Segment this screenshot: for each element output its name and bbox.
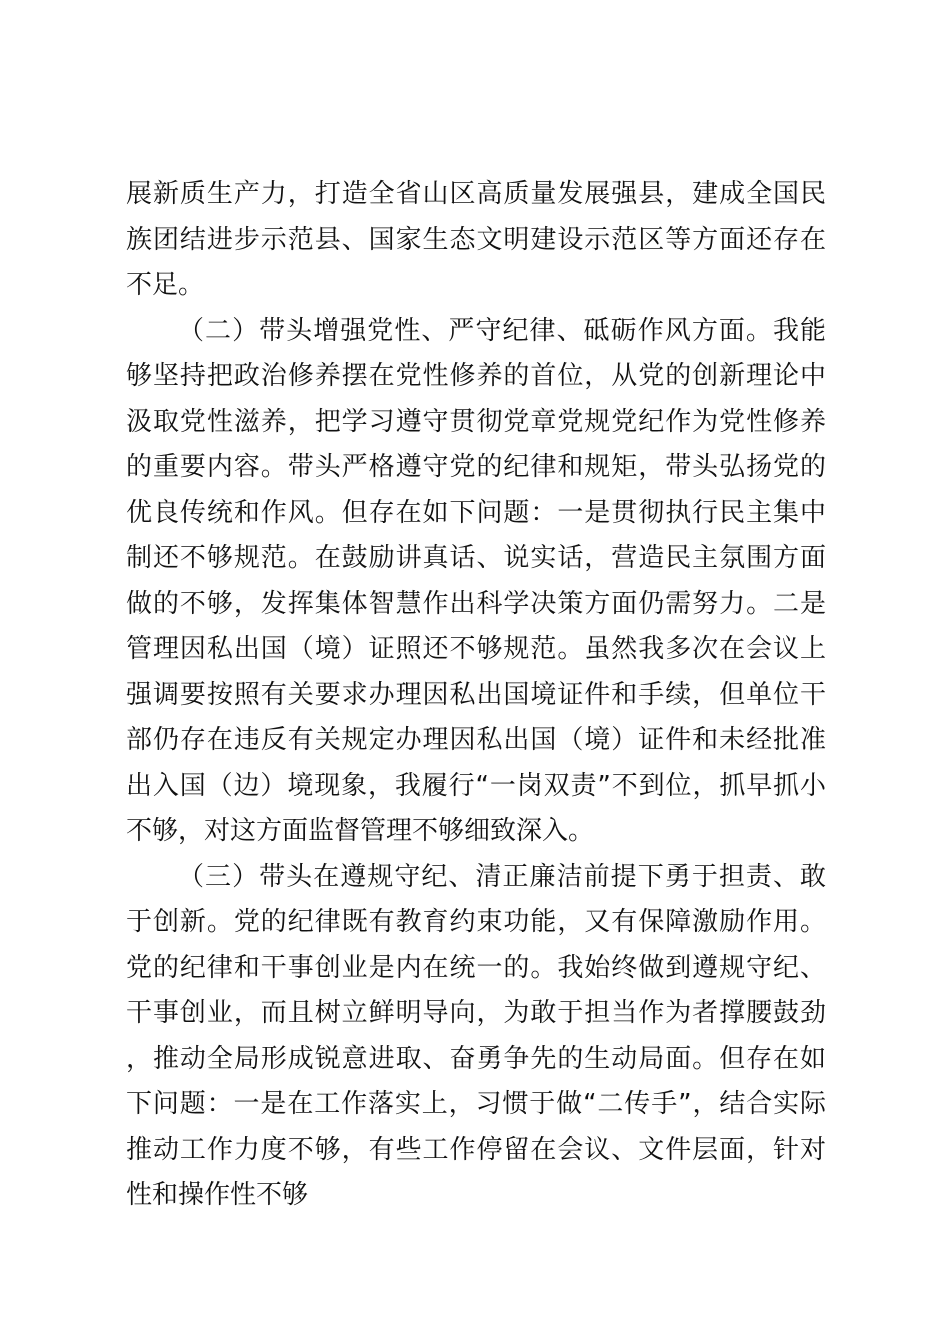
paragraph-2: （二）带头增强党性、严守纪律、砥砺作风方面。我能够坚持把政治修养摆在党性修养的首位，从党的创新理论中汲取党性滋养，把学习遵守贯彻党章党规党纪作为党性修养的重要内容。带头严格遵守党的纪律和规矩，带头弘扬党的优良传统和作风。但存在如下问题：一是贯彻执行民主集中制还不够规范。在鼓励讲真话、说实话，营造民主氛围方面做的不够，发挥集体智慧作出科学决策方面仍需努力。二是管理因私出国（境）证照还不够规范。虽然我多次在会议上强调要按照有关要求办理因私出国境证件和手续，但单位干部仍存在违反有关规定办理因私出国（境）证件和未经批准出入国（边）境现象，我履行“一岗双责”不到位，抓早抓小不够，对这方面监督管理不够细致深入。 <box>126 315 826 846</box>
paragraph-3: （三）带头在遵规守纪、清正廉洁前提下勇于担责、敢于创新。党的纪律既有教育约束功能，又有保障激励作用。党的纪律和干事创业是内在统一的。我始终做到遵规守纪、干事创业，而且树立鲜明导向，为敢于担当作为者撑腰鼓劲，推动全局形成锐意进取、奋勇争先的生动局面。但存在如下问题：一是在工作落实上，习惯于做“二传手”，结合实际推动工作力度不够，有些工作停留在会议、文件层面，针对性和操作性不够 <box>126 861 826 1210</box>
document-body <box>126 172 826 1219</box>
paragraph-1: 展新质生产力，打造全省山区高质量发展强县，建成全国民族团结进步示范县、国家生态文明建设示范区等方面还存在不足。 <box>126 179 826 300</box>
